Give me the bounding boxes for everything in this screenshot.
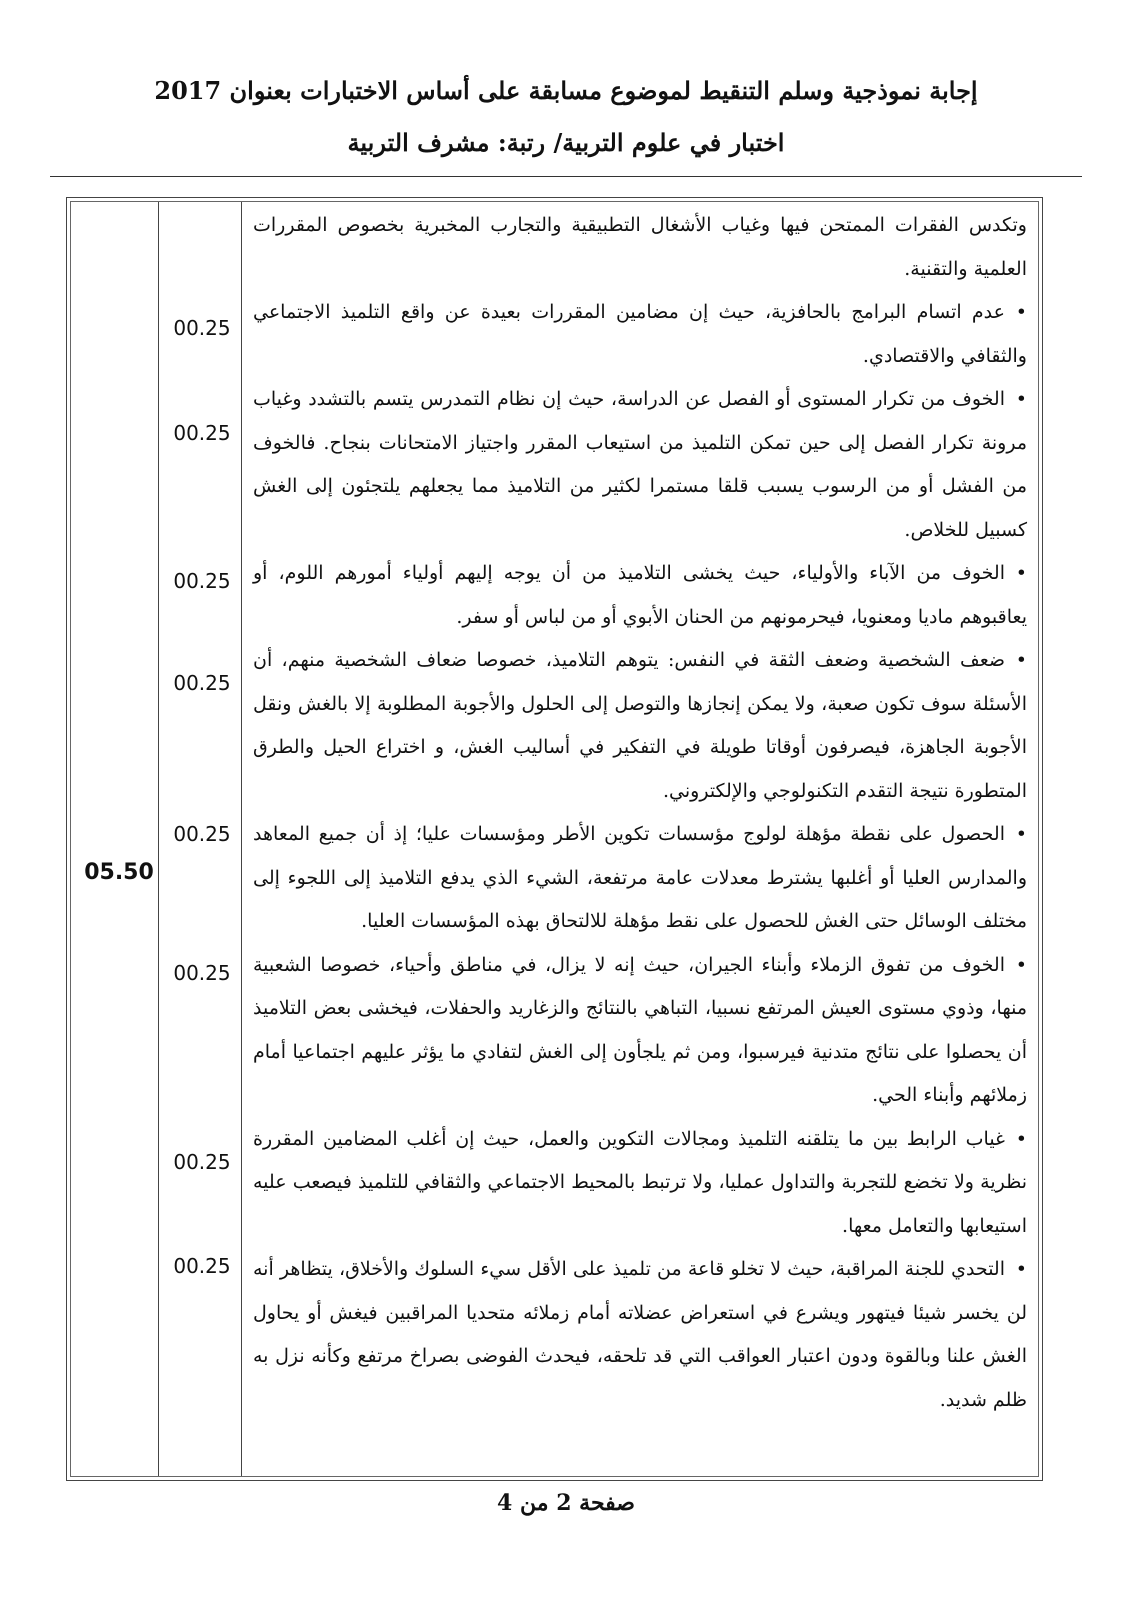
total-score: 05.50 <box>84 860 154 885</box>
answer-item <box>249 813 1035 944</box>
document-title: إجابة نموذجية وسلم التنقيط لموضوع مسابقة على أساس الاختبارات بعنوان 2017 <box>154 76 978 105</box>
table-inner-border <box>70 201 1039 1477</box>
answer-item-text: الخوف من تفوق الزملاء وأبناء الجيران، حيث إنه لا يزال، في مناطق وأحياء، خصوصا الشعبية منها، وذوي مستوى العيش المرتفع نسبيا، التباهي بالنتائج والزغاريد والحفلات، فيخشى بعض التلاميذ أن يحصلوا على نتائج متدنية فيرسبوا، ومن ثم يلجأون إلى الغش لتفادي ما يؤثر عليهم اجتماعيا أمام زملائهم وأبناء الحي. <box>253 953 1027 1106</box>
answer-item-text: الخوف من الآباء والأولياء، حيث يخشى التلاميذ من أن يوجه إليهم أولياء أمورهم اللوم، أو يعاقبوهم ماديا ومعنويا، فيحرمونهم من الحنان الأبوي أو من لباس أو سفر. <box>253 562 1027 628</box>
page-number: صفحة 2 من 4 <box>497 1490 635 1516</box>
answer-item <box>249 1118 1035 1249</box>
item-score: 00.25 <box>173 822 231 846</box>
bullet-icon: • <box>1015 1127 1027 1150</box>
answer-content <box>249 202 1035 1422</box>
intro-paragraph: وتكدس الفقرات الممتحن فيها وغياب الأشغال التطبيقية والتجارب المخبرية بخصوص المقررات العلمية والتقنية. <box>253 214 1027 280</box>
bullet-icon: • <box>1015 953 1027 976</box>
grading-table <box>66 197 1043 1481</box>
item-score: 00.25 <box>173 421 231 445</box>
bullet-icon: • <box>1015 823 1027 845</box>
answer-item-text: غياب الرابط بين ما يتلقنه التلميذ ومجالات التكوين والعمل، حيث إن أغلب المضامين المقررة نظرية ولا تخضع للتجربة والتداول عمليا، ولا ترتبط بالمحيط الاجتماعي والثقافي للتلميذ فيصعب عليه استيعابها والتعامل معها. <box>253 1127 1027 1237</box>
bullet-icon: • <box>1015 301 1027 323</box>
document-subtitle: اختبار في علوم التربية/ رتبة: مشرف التربية <box>347 128 785 157</box>
bullet-icon: • <box>1015 388 1027 410</box>
answer-item-text: الحصول على نقطة مؤهلة لولوج مؤسسات تكوين الأطر ومؤسسات عليا؛ إذ أن جميع المعاهد والمدارس العليا أو أغلبها يشترط معدلات عامة مرتفعة، الشيء الذي يدفع التلاميذ إلى اللجوء إلى مختلف الوسائل حتى الغش للحصول على نقط مؤهلة للالتحاق بهذه المؤسسات العليا. <box>253 823 1027 932</box>
answer-item <box>249 291 1035 378</box>
answer-item-text: التحدي للجنة المراقبة، حيث لا تخلو قاعة من تلميذ على الأقل سيء السلوك والأخلاق، يتظاهر أنه لن يخسر شيئا فيتهور ويشرع في استعراض عضلاته أمام زملائه متحديا المراقبين فيغش أو يحاول الغش علنا وبالقوة ودون اعتبار العواقب التي قد تلحقه، فيحدث الفوضى بصراخ مرتفع وكأنه نزل به ظلم شديد. <box>253 1258 1027 1411</box>
bullet-icon: • <box>1015 562 1027 584</box>
answer-item-text: الخوف من تكرار المستوى أو الفصل عن الدراسة، حيث إن نظام التمدرس يتسم بالتشدد وغياب مرونة تكرار الفصل إلى حين تمكن التلميذ من استيعاب المقرر واجتياز الامتحانات بنجاح. فالخوف من الفشل أو من الرسوب يسبب قلقا مستمرا لكثير من التلاميذ مما يجعلهم يلتجئون إلى الغش كسبيل للخلاص. <box>253 388 1027 541</box>
answer-item <box>249 639 1035 813</box>
item-score: 00.25 <box>173 961 231 985</box>
item-score: 00.25 <box>173 1150 231 1174</box>
bullet-icon: • <box>1015 1258 1027 1280</box>
item-score: 00.25 <box>173 569 231 593</box>
item-score: 00.25 <box>173 671 231 695</box>
answer-item-text: ضعف الشخصية وضعف الثقة في النفس: يتوهم التلاميذ، خصوصا ضعاف الشخصية منهم، أن الأسئلة سوف تكون صعبة، ولا يمكن إنجازها والتوصل إلى الحلول والأجوبة المطلوبة إلا بالغش ونقل الأجوبة الجاهزة، فيصرفون أوقاتا طويلة في التفكير في أساليب الغش، و اختراع الحيل والطرق المتطورة نتيجة التقدم التكنولوجي والإلكتروني. <box>253 649 1027 802</box>
answer-item <box>249 944 1035 1118</box>
item-score: 00.25 <box>173 1254 231 1278</box>
column-divider-total <box>158 202 159 1476</box>
header-divider <box>50 176 1082 177</box>
item-score: 00.25 <box>173 316 231 340</box>
answer-item <box>249 552 1035 639</box>
answer-item <box>249 1248 1035 1422</box>
bullet-icon: • <box>1015 649 1027 671</box>
answer-item <box>249 378 1035 552</box>
answer-item-text: عدم اتسام البرامج بالحافزية، حيث إن مضامين المقررات بعيدة عن واقع التلميذ الاجتماعي والثقافي والاقتصادي. <box>253 301 1027 367</box>
